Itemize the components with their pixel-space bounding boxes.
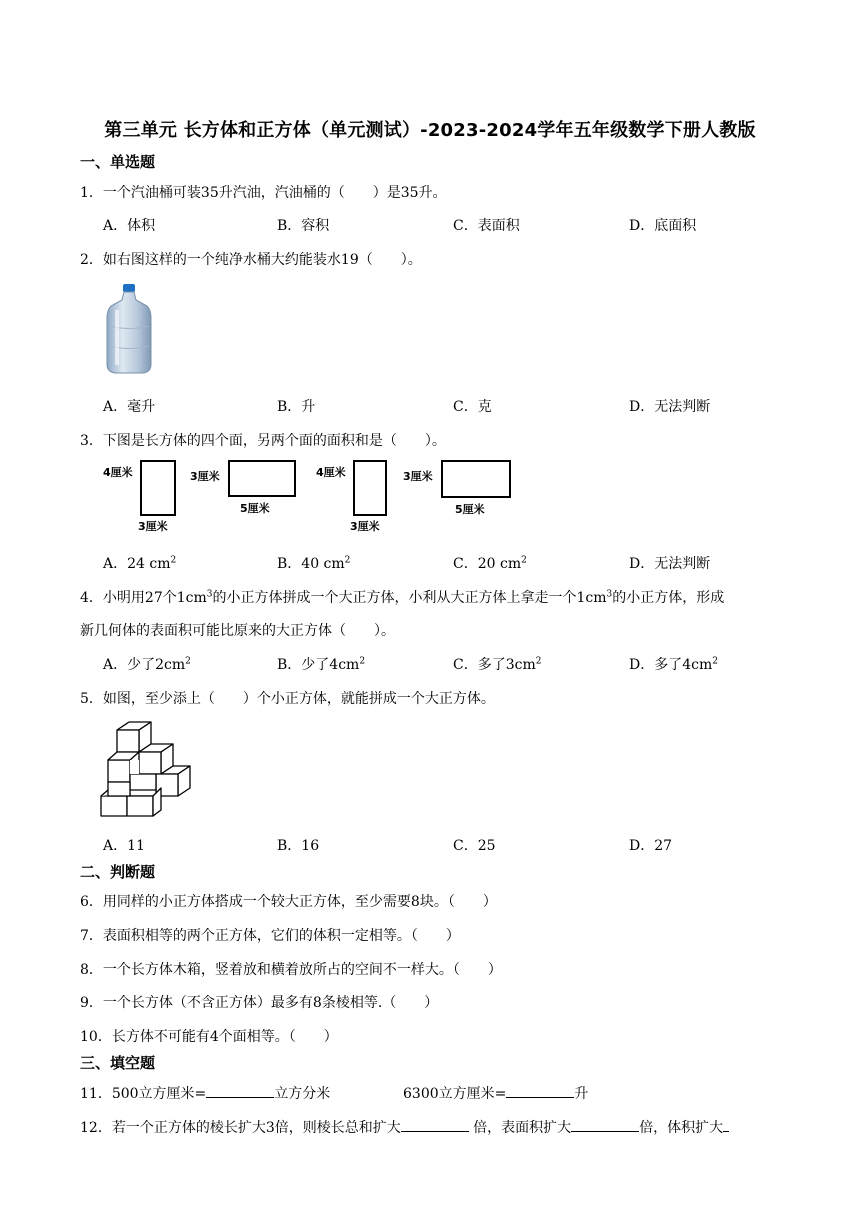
q4-option-c (453, 654, 541, 674)
cube-stack-figure (98, 718, 194, 820)
q3-option-a-text: A．24 cm (103, 556, 171, 572)
question-11 (80, 1083, 330, 1103)
face4-height-label: 3厘米 (403, 470, 433, 483)
q2-option-d: D．无法判断 (629, 399, 711, 415)
face1-width-label: 3厘米 (138, 520, 168, 533)
q4-option-c-text: C．多了3cm (453, 657, 536, 673)
face4-width-label: 5厘米 (455, 503, 485, 516)
face3-width-label: 3厘米 (350, 520, 380, 533)
q1-option-d: D．底面积 (629, 218, 697, 234)
question-4-line-1 (80, 587, 724, 607)
q12-blank-1[interactable] (401, 1119, 469, 1132)
q5-option-d: D．27 (629, 838, 673, 854)
q1-option-c: C．表面积 (453, 218, 520, 234)
q1-option-b: B．容积 (277, 218, 330, 234)
question-3: 3．下图是长方体的四个面，另两个面的面积和是（ ）。 (80, 433, 446, 449)
q3-option-b-text: B．40 cm (277, 556, 345, 572)
face1-height-label: 4厘米 (103, 466, 133, 479)
question-4-line-2: 新几何体的表面积可能比原来的大正方体（ ）。 (80, 623, 395, 639)
question-2: 2．如右图这样的一个纯净水桶大约能装水19（ ）。 (80, 252, 422, 268)
q11-text-a: 11．500立方厘米= (80, 1086, 207, 1102)
q3-option-d-text: D．无法判断 (629, 556, 711, 572)
face2-height-label: 3厘米 (190, 470, 220, 483)
section-heading-true-false: 二、判断题 (80, 863, 156, 881)
q11-text-d: 升 (574, 1086, 589, 1102)
q5-option-b: B．16 (277, 838, 320, 854)
question-11-part-2 (403, 1083, 588, 1103)
rectangle-faces-figure (100, 455, 520, 539)
question-1: 1．一个汽油桶可装35升汽油，汽油桶的（ ）是35升。 (80, 185, 447, 201)
q3-option-b-sup: 2 (344, 555, 351, 566)
q1-option-a: A．体积 (103, 218, 156, 234)
q4-option-d-sup: 2 (712, 656, 718, 667)
q3-option-a (103, 553, 176, 573)
question-12 (80, 1117, 729, 1137)
q4-option-c-sup: 2 (535, 656, 542, 667)
q4-option-d-text: D．多了4cm (629, 657, 713, 673)
q4-text-a: 4．小明用27个1cm (80, 590, 207, 606)
question-5: 5．如图，至少添上（ ）个小正方体，就能拼成一个大正方体。 (80, 691, 495, 707)
q12-text-a: 12．若一个正方体的棱长扩大3倍，则棱长总和扩大 (80, 1120, 401, 1136)
q2-option-c: C．克 (453, 399, 492, 415)
q12-text-b: 倍，表面积扩大 (468, 1120, 572, 1136)
section-heading-single-choice: 一、单选题 (80, 153, 156, 171)
q11-blank-1[interactable] (206, 1085, 274, 1098)
question-10: 10．长方体不可能有4个面相等。（ ） (80, 1029, 338, 1045)
q12-blank-2[interactable] (571, 1119, 639, 1132)
q11-blank-2[interactable] (506, 1085, 574, 1098)
face2-width-label: 5厘米 (240, 502, 270, 515)
question-9: 9．一个长方体（不含正方体）最多有8条棱相等.（ ） (80, 995, 439, 1011)
q11-text-b: 立方分米 (274, 1086, 331, 1102)
water-bottle-image (103, 282, 155, 376)
q4-option-a (103, 654, 191, 674)
q3-option-c (453, 553, 527, 573)
q4-sup-2: 3 (606, 589, 613, 600)
q11-text-c: 6300立方厘米= (403, 1086, 507, 1102)
q4-option-b (277, 654, 365, 674)
q2-option-a: A．毫升 (103, 399, 156, 415)
q3-option-b (277, 553, 350, 573)
section-heading-fill-blank: 三、填空题 (80, 1054, 156, 1072)
page-title: 第三单元 长方体和正方体（单元测试）-2023-2024学年五年级数学下册人教版 (104, 120, 756, 141)
q12-blank-3[interactable] (723, 1119, 729, 1132)
q4-text-b: 的小正方体拼成一个大正方体，小利从大正方体上拿走一个1cm (212, 590, 607, 606)
q3-option-c-sup: 2 (521, 555, 527, 566)
q2-option-b: B．升 (277, 399, 316, 415)
question-6: 6．用同样的小正方体搭成一个较大正方体，至少需要8块。（ ） (80, 894, 497, 910)
q5-option-c: C．25 (453, 838, 496, 854)
question-7: 7．表面积相等的两个正方体，它们的体积一定相等。（ ） (80, 928, 460, 944)
q4-text-c: 的小正方体，形成 (612, 590, 725, 606)
q12-text-c: 倍，体积扩大 (639, 1120, 724, 1136)
face3-height-label: 4厘米 (316, 466, 346, 479)
q3-option-a-sup: 2 (170, 555, 177, 566)
q4-option-a-sup: 2 (185, 656, 191, 667)
q5-option-a: A．11 (103, 838, 145, 854)
q4-option-d (629, 654, 718, 674)
q3-option-c-text: C．20 cm (453, 556, 522, 572)
q4-option-b-text: B．少了4cm (277, 657, 360, 673)
q4-option-b-sup: 2 (359, 656, 366, 667)
question-8: 8．一个长方体木箱，竖着放和横着放所占的空间不一样大。（ ） (80, 962, 502, 978)
q3-option-d (629, 553, 710, 573)
q4-sup-1: 3 (206, 589, 213, 600)
q4-option-a-text: A．少了2cm (103, 657, 186, 673)
